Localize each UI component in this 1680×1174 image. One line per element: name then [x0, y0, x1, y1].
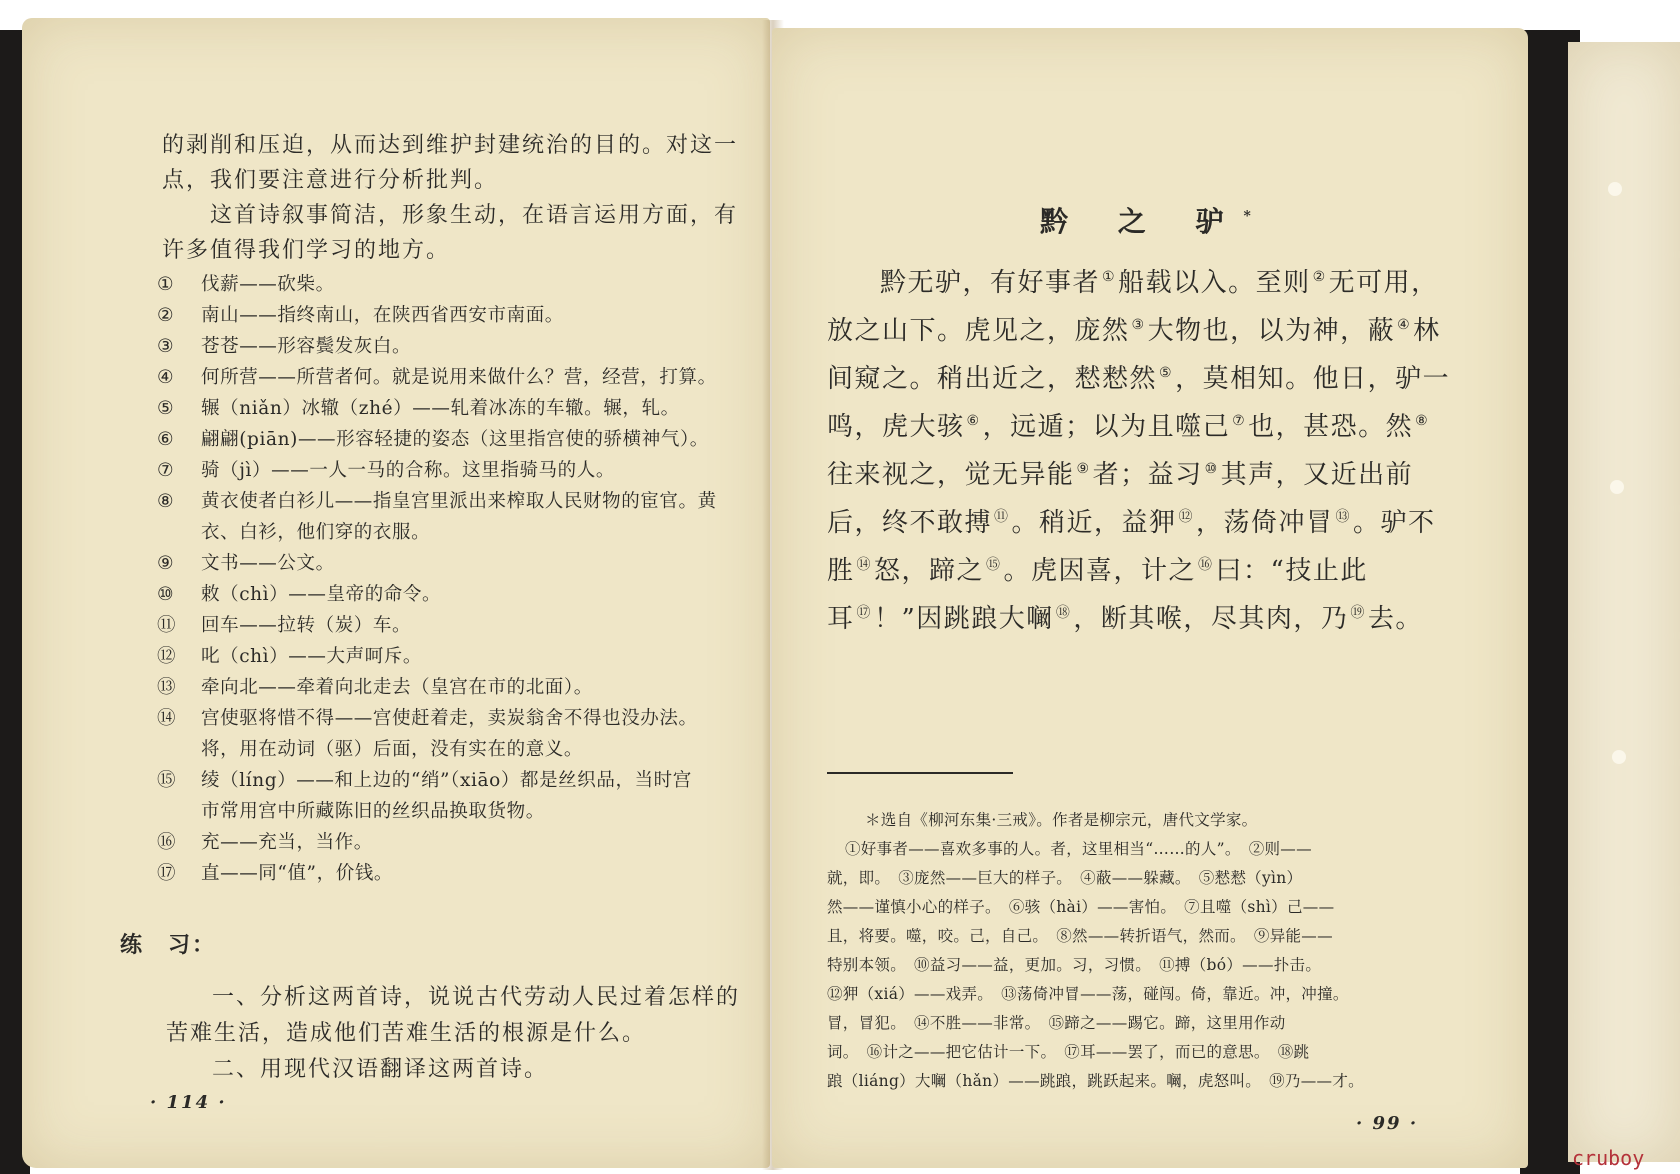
footnote-marker: ⑨: [1076, 461, 1091, 478]
footnote-line: 词。 ⑯计之——把它估计一下。 ⑰耳——罢了，而已的意思。 ⑱跳: [827, 1043, 1310, 1061]
text-segment: 后，终不敢搏: [827, 508, 993, 538]
exercise-line: 一、分析这两首诗，说说古代劳动人民过着怎样的: [212, 985, 741, 1010]
footnote-marker: ⑪: [994, 509, 1010, 526]
binding-hole: [1612, 750, 1626, 764]
binding-hole: [1608, 182, 1622, 196]
exercise-line: 二、用现代汉语翻译这两首诗。: [212, 1057, 549, 1082]
text-segment: ！”因跳踉大㘎: [874, 604, 1054, 634]
note-item: ② 南山——指终南山，在陕西省西安市南面。: [157, 305, 564, 326]
note-item: ③ 苍苍——形容鬓发灰白。: [157, 336, 412, 357]
footnote-marker: ⑩: [1204, 461, 1219, 478]
footnote-line: ⑫狎（xiá）——戏弄。 ⑬荡倚冲冒——荡，碰闯。倚，靠近。冲，冲撞。: [827, 985, 1349, 1003]
text-segment: 船载以入。至则: [1118, 268, 1311, 298]
text-segment: 。稍近，益狎: [1011, 508, 1177, 538]
note-item: ① 伐薪——砍柴。: [157, 274, 335, 295]
note-item: ⑪ 回车——拉转（炭）车。: [157, 615, 412, 636]
body-line: 点，我们要注意进行分析批判。: [162, 168, 499, 193]
footnote-line: ①好事者——喜欢多事的人。者，这里相当“……的人”。 ②则——: [845, 840, 1312, 858]
page-number: · 114 ·: [150, 1092, 227, 1113]
text-line: [827, 454, 1413, 491]
footnote-marker: ③: [1131, 317, 1146, 334]
footnote-marker: ①: [1102, 269, 1117, 286]
footnote-marker: ⑱: [1055, 605, 1072, 622]
footnote-marker: ⑤: [1159, 365, 1174, 382]
note-item: ⑭ 宫使驱将惜不得——宫使赶着走，卖炭翁舍不得也没办法。: [157, 708, 698, 729]
body-line: 这首诗叙事简洁，形象生动，在语言运用方面，有: [210, 203, 739, 228]
text-segment: 者；益习: [1092, 460, 1203, 490]
footnote-marker: ④: [1397, 317, 1412, 334]
text-line: [827, 358, 1450, 395]
text-line: [880, 262, 1439, 299]
exercise-heading: 练 习：: [120, 932, 217, 958]
footnote-line: 就，即。 ③庞然——巨大的样子。 ④蔽——躲藏。 ⑤慭慭（yìn）: [827, 869, 1303, 887]
note-item: 将，用在动词（驱）后面，没有实在的意义。: [201, 739, 584, 760]
note-item: ⑤ 辗（niǎn）冰辙（zhé）——轧着冰冻的车辙。辗，轧。: [157, 398, 680, 419]
text-segment: 曰：“技止此: [1215, 556, 1368, 586]
scanner-watermark: cruboy: [1572, 1146, 1645, 1170]
note-item: ⑰ 直——同“值”，价钱。: [157, 863, 394, 884]
text-segment: 去。: [1367, 604, 1423, 634]
footnote-marker: ⑮: [986, 557, 1002, 574]
footnote-line: 且，将要。噬，咬。己，自己。 ⑧然——转折语气，然而。 ⑨异能——: [827, 927, 1333, 945]
note-item: ⑮ 绫（líng）——和上边的“绡”（xiāo）都是丝织品，当时宫: [157, 770, 692, 791]
note-item: ⑥ 翩翩(piān)——形容轻捷的姿态（这里指宫使的骄横神气）。: [157, 429, 709, 450]
text-segment: ，莫相知。他日，驴一: [1175, 364, 1451, 394]
note-item: 市常用宫中所藏陈旧的丝织品换取货物。: [201, 801, 545, 822]
footnote-marker: ②: [1312, 269, 1327, 286]
footnote-marker: ⑰: [856, 605, 873, 622]
footnote-marker: ⑦: [1232, 413, 1247, 430]
text-segment: 往来视之，觉无异能: [827, 460, 1075, 490]
text-line: [827, 598, 1423, 635]
text-segment: 林: [1413, 316, 1441, 346]
text-segment: 放之山下。虎见之，庞然: [827, 316, 1130, 346]
binding-hole: [1610, 480, 1624, 494]
adjacent-page-edge: [1568, 42, 1680, 1162]
text-segment: 。虎因喜，计之: [1003, 556, 1197, 586]
footnote-line: 特别本领。 ⑩益习——益，更加。习，习惯。 ⑪搏（bó）——扑击。: [827, 956, 1322, 974]
body-line: 的剥削和压迫，从而达到维护封建统治的目的。对这一: [162, 133, 739, 158]
text-segment: 鸣，虎大骇: [827, 412, 965, 442]
text-segment: 黔无驴，有好事者: [880, 268, 1101, 298]
text-segment: ，荡倚冲冒: [1196, 508, 1334, 538]
note-item: 衣、白衫，他们穿的衣服。: [201, 522, 431, 543]
text-segment: ，远遁；以为且噬己: [982, 412, 1231, 442]
text-segment: 耳: [827, 604, 855, 634]
text-segment: 怒，蹄之: [874, 556, 985, 586]
exercise-line: 苦难生活，造成他们苦难生活的根源是什么。: [166, 1021, 647, 1046]
text-segment: ，断其喉，尽其肉，乃: [1073, 604, 1349, 634]
footnote-marker: ⑧: [1415, 413, 1430, 430]
footnote-marker: ⑥: [966, 413, 981, 430]
note-item: ⑩ 敕（chì）——皇帝的命令。: [157, 584, 442, 605]
note-item: ⑦ 骑（jì）——一人一马的合称。这里指骑马的人。: [157, 460, 615, 481]
text-line: [827, 310, 1441, 347]
text-line: [827, 502, 1436, 539]
footnote-line: 踉（liáng）大㘎（hǎn）——跳踉，跳跃起来。㘎，虎怒叫。 ⑲乃——才。: [827, 1072, 1364, 1090]
body-line: 许多值得我们学习的地方。: [162, 238, 451, 263]
footnote-marker: ⑯: [1198, 557, 1214, 574]
text-segment: 其声，又近出前: [1220, 460, 1414, 490]
page-number: · 99 ·: [1356, 1113, 1419, 1134]
lesson-title: 黔 之 驴*: [1040, 205, 1251, 238]
text-segment: 间窥之。稍出近之，慭慭然: [827, 364, 1158, 394]
footnote-marker: ⑬: [1335, 509, 1352, 526]
footnote-marker: ⑲: [1350, 605, 1366, 622]
text-line: [827, 550, 1368, 587]
footnote-divider: [827, 772, 1013, 774]
footnote-marker: ⑫: [1178, 509, 1195, 526]
note-item: ⑬ 牵向北——牵着向北走去（皇宫在市的北面）。: [157, 677, 593, 698]
note-item: ④ 何所营——所营者何。就是说用来做什么？营，经营，打算。: [157, 367, 717, 388]
footnote-line: ＊选自《柳河东集·三戒》。作者是柳宗元，唐代文学家。: [865, 811, 1258, 829]
text-segment: 胜: [827, 556, 855, 586]
footnote-line: 然——谨慎小心的样子。 ⑥骇（hài）——害怕。 ⑦且噬（shì）己——: [827, 898, 1335, 916]
text-segment: 无可用，: [1328, 268, 1439, 298]
text-line: [827, 406, 1431, 443]
text-segment: 也，甚恐。然: [1248, 412, 1414, 442]
text-segment: 大物也，以为神，蔽: [1147, 316, 1396, 346]
footnote-line: 冒，冒犯。 ⑭不胜——非常。 ⑮蹄之——踢它。蹄，这里用作动: [827, 1014, 1286, 1032]
note-item: ⑫ 叱（chì）——大声呵斥。: [157, 646, 422, 667]
note-item: ⑧ 黄衣使者白衫儿——指皇宫里派出来榨取人民财物的宦官。黄: [157, 491, 717, 512]
footnote-marker: ⑭: [856, 557, 873, 574]
note-item: ⑨ 文书——公文。: [157, 553, 335, 574]
title-footnote-mark: *: [1243, 208, 1251, 225]
text-segment: 。驴不: [1353, 508, 1436, 538]
note-item: ⑯ 充——充当，当作。: [157, 832, 373, 853]
